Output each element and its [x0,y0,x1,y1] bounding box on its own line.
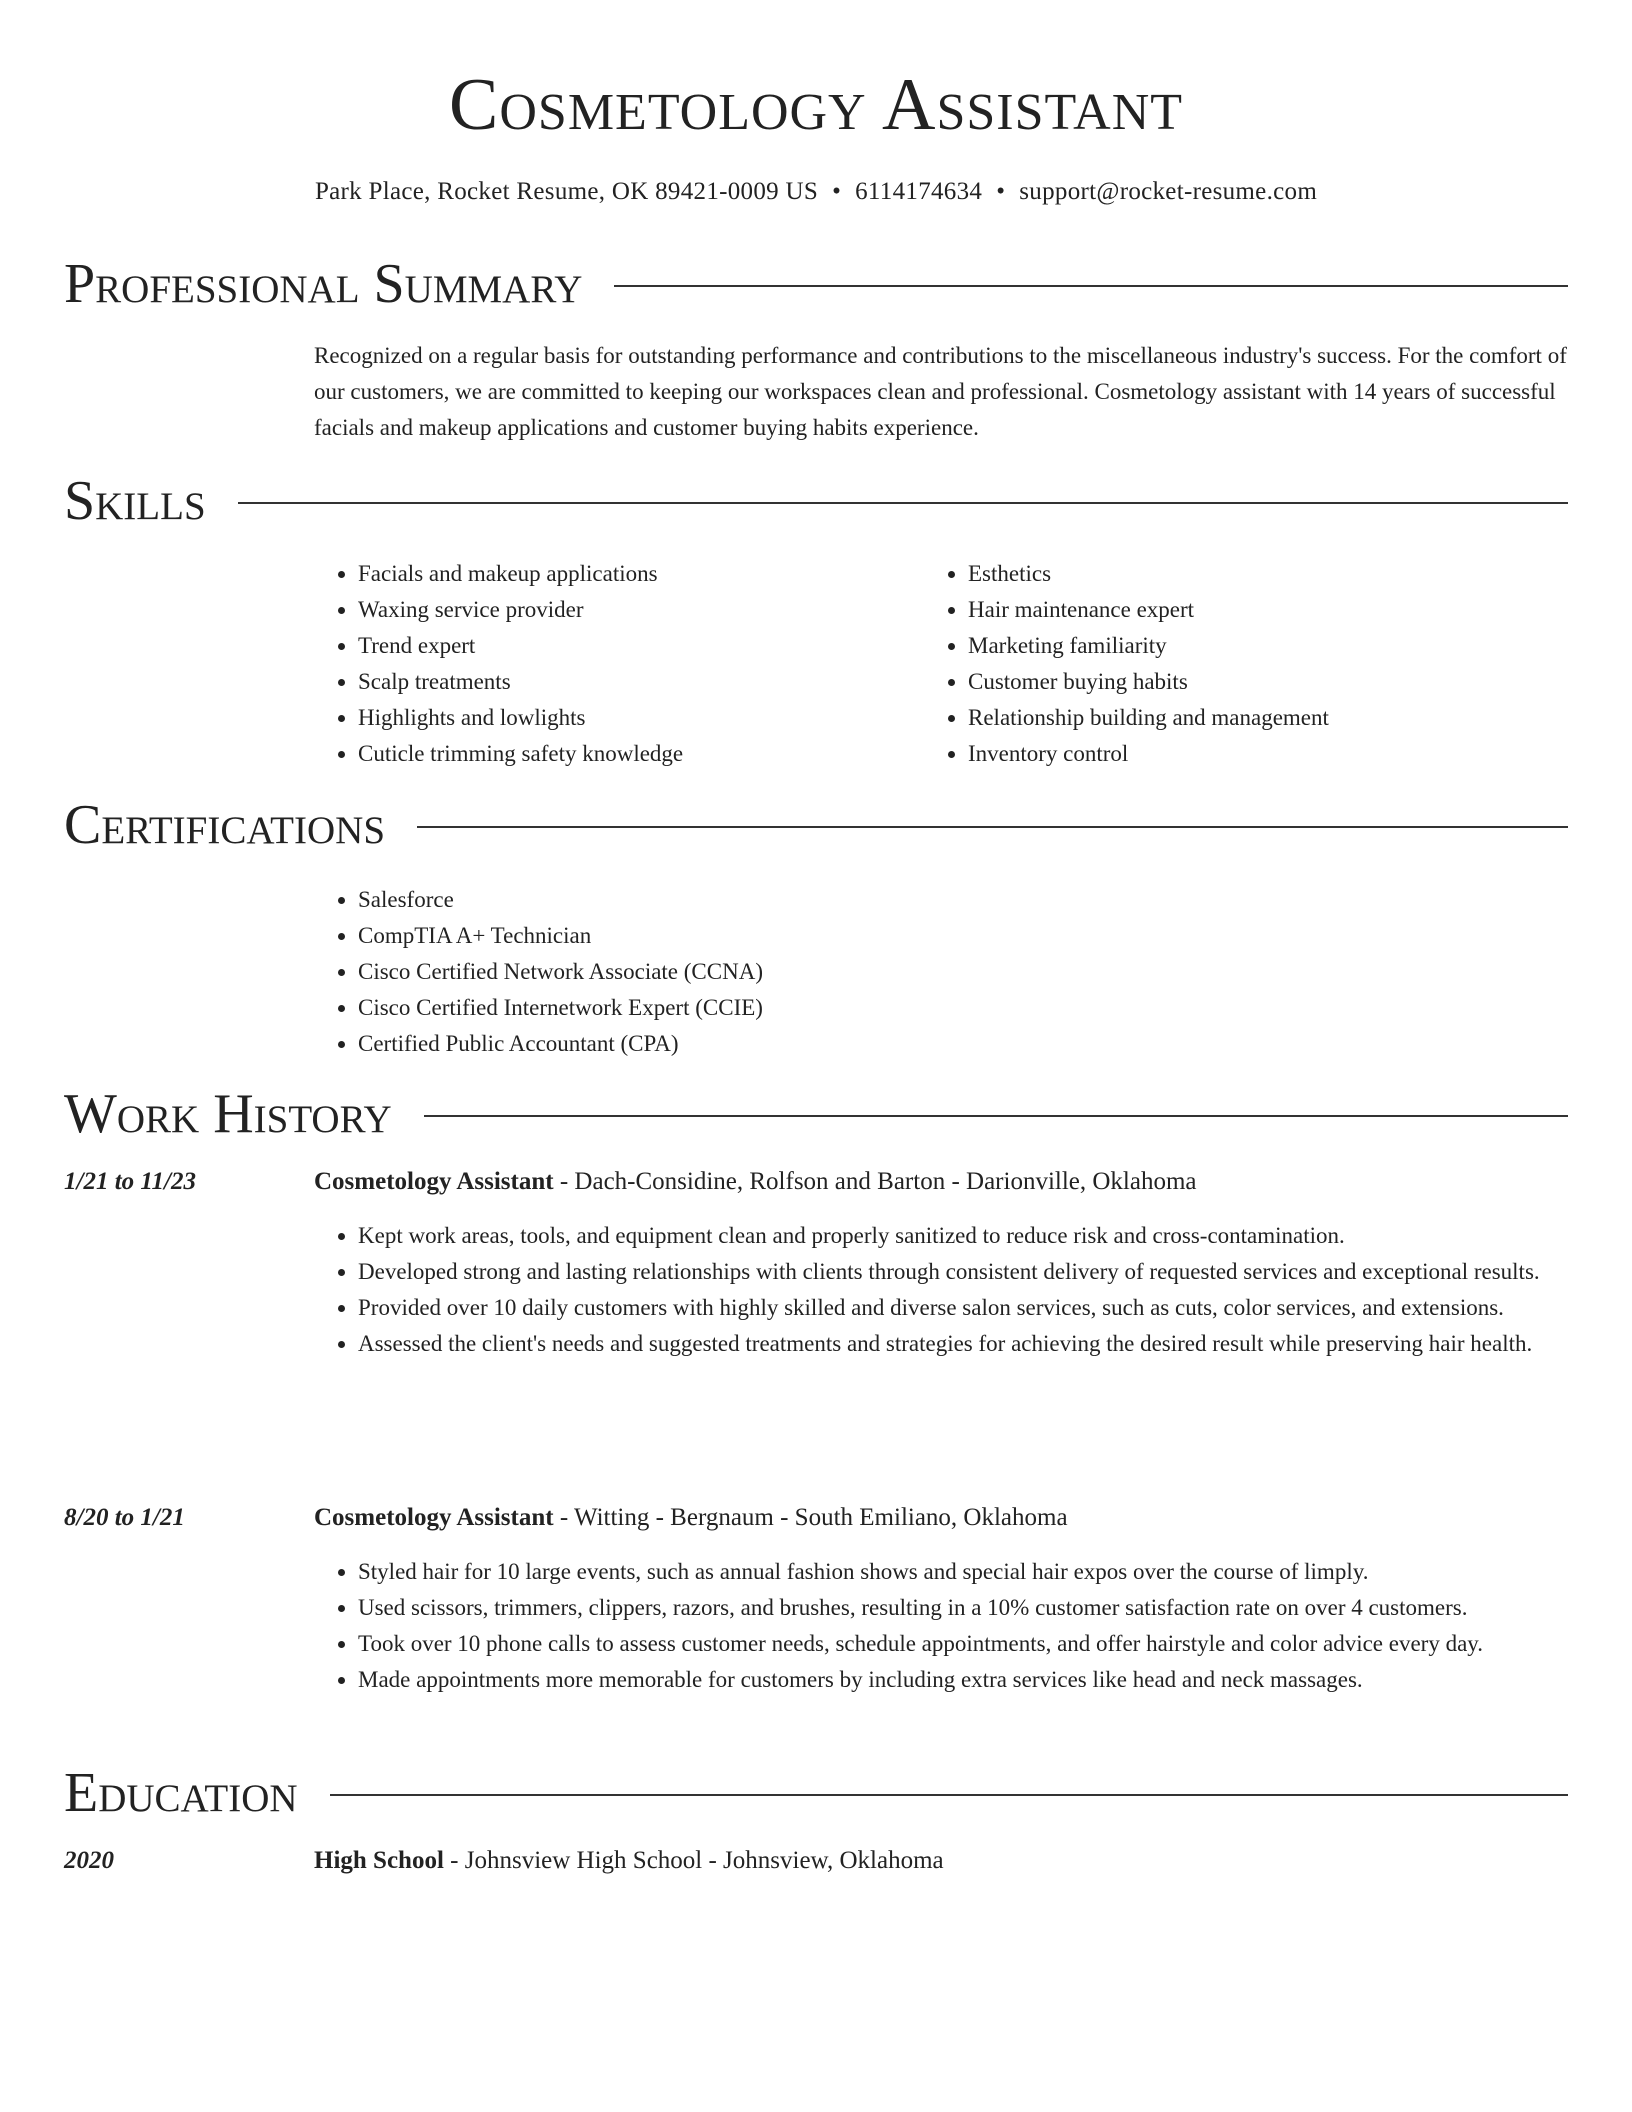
certifications-list [314,882,1214,1062]
section-header-skills [64,466,1568,536]
skills-column-left [314,556,914,772]
job-bullet: • Developed strong and lasting relationships with clients through consistent delivery of requested services and exceptional results. [358,1254,1568,1290]
section-title-summary: Professional Summary [64,253,583,315]
skill-item: • Waxing service provider [358,592,914,628]
section-rule [238,502,1568,504]
job-bullet: • Used scissors, trimmers, clippers, razors, and brushes, resulting in a 10% customer satisfaction rate on over 4 customers. [358,1590,1568,1626]
education-entry [64,1843,1568,1883]
job-heading [314,1500,1568,1536]
section-rule [424,1115,1568,1117]
section-rule [417,826,1568,828]
section-header-work-history [64,1079,1568,1149]
section-title-work-history: Work History [64,1083,392,1145]
job-bullets [314,1218,1568,1362]
section-title-skills: Skills [64,470,206,532]
certification-item: • Salesforce [358,882,1214,918]
phone: 6114174634 [855,178,983,205]
section-rule [330,1794,1568,1796]
contact-line [0,174,1632,210]
job-dates: 8/20 to 1/21 [64,1504,185,1531]
skill-item: • Highlights and lowlights [358,700,914,736]
certification-item: • Cisco Certified Network Associate (CCNA) [358,954,1214,990]
skill-item: • Facials and makeup applications [358,556,914,592]
education-details: - Johnsview High School - Johnsview, Oklahoma [443,1847,944,1874]
skill-item: • Inventory control [968,736,1524,772]
separator-dot: • [832,178,842,205]
section-title-education: Education [64,1762,298,1824]
job-bullet: • Assessed the client's needs and suggested treatments and strategies for achieving the desired result while preserving hair health. [358,1326,1568,1362]
skill-item: • Scalp treatments [358,664,914,700]
education-heading [314,1843,1568,1879]
job-bullet: • Kept work areas, tools, and equipment clean and properly sanitized to reduce risk and cross-contamination. [358,1218,1568,1254]
certification-item: • CompTIA A+ Technician [358,918,1214,954]
section-rule [614,285,1568,287]
job-details: - Dach-Considine, Rolfson and Barton - Darionville, Oklahoma [553,1168,1197,1195]
job-title: Cosmetology Assistant [314,1168,554,1195]
certification-item: • Certified Public Accountant (CPA) [358,1026,1214,1062]
skill-item: • Esthetics [968,556,1524,592]
resume-name: Cosmetology Assistant [448,64,1184,146]
skill-item: • Trend expert [358,628,914,664]
summary-text: Recognized on a regular basis for outstanding performance and contributions to the miscellaneous industry's success. For the comfort of our customers, we are committed to keeping our workspaces clean and professional. Cosmetology assistant with 14 years of successful facials and makeup applications and customer buying habits experience. [314,343,1567,440]
job-bullet: • Took over 10 phone calls to assess customer needs, schedule appointments, and offer hairstyle and color advice every day. [358,1626,1568,1662]
section-header-certifications [64,790,1568,860]
separator-dot: • [996,178,1006,205]
job-dates: 1/21 to 11/23 [64,1168,196,1195]
skill-item: • Marketing familiarity [968,628,1524,664]
skill-item: • Hair maintenance expert [968,592,1524,628]
section-header-education [64,1758,1568,1828]
skill-item: • Cuticle trimming safety knowledge [358,736,914,772]
section-title-certifications: Certifications [64,794,386,856]
job-entry [64,1500,1568,1740]
job-title: Cosmetology Assistant [314,1504,554,1531]
education-year: 2020 [64,1847,114,1874]
certification-item: • Cisco Certified Internetwork Expert (CCIE) [358,990,1214,1026]
address: Park Place, Rocket Resume, OK 89421-0009 US [314,178,819,205]
section-header-summary [64,249,1568,319]
skill-item: • Customer buying habits [968,664,1524,700]
job-bullet: • Styled hair for 10 large events, such as annual fashion shows and special hair expos over the course of limply. [358,1554,1568,1590]
job-bullet: • Provided over 10 daily customers with highly skilled and diverse salon services, such as cuts, color services, and extensions. [358,1290,1568,1326]
email: support@rocket-resume.com [1019,178,1318,205]
skills-column-right [924,556,1524,772]
skill-item: • Relationship building and management [968,700,1524,736]
job-heading [314,1164,1568,1200]
education-degree: High School [314,1847,444,1874]
job-details: - Witting - Bergnaum - South Emiliano, Oklahoma [553,1504,1068,1531]
job-entry [64,1164,1568,1464]
job-bullet: • Made appointments more memorable for customers by including extra services like head and neck massages. [358,1662,1568,1698]
job-bullets [314,1554,1568,1698]
